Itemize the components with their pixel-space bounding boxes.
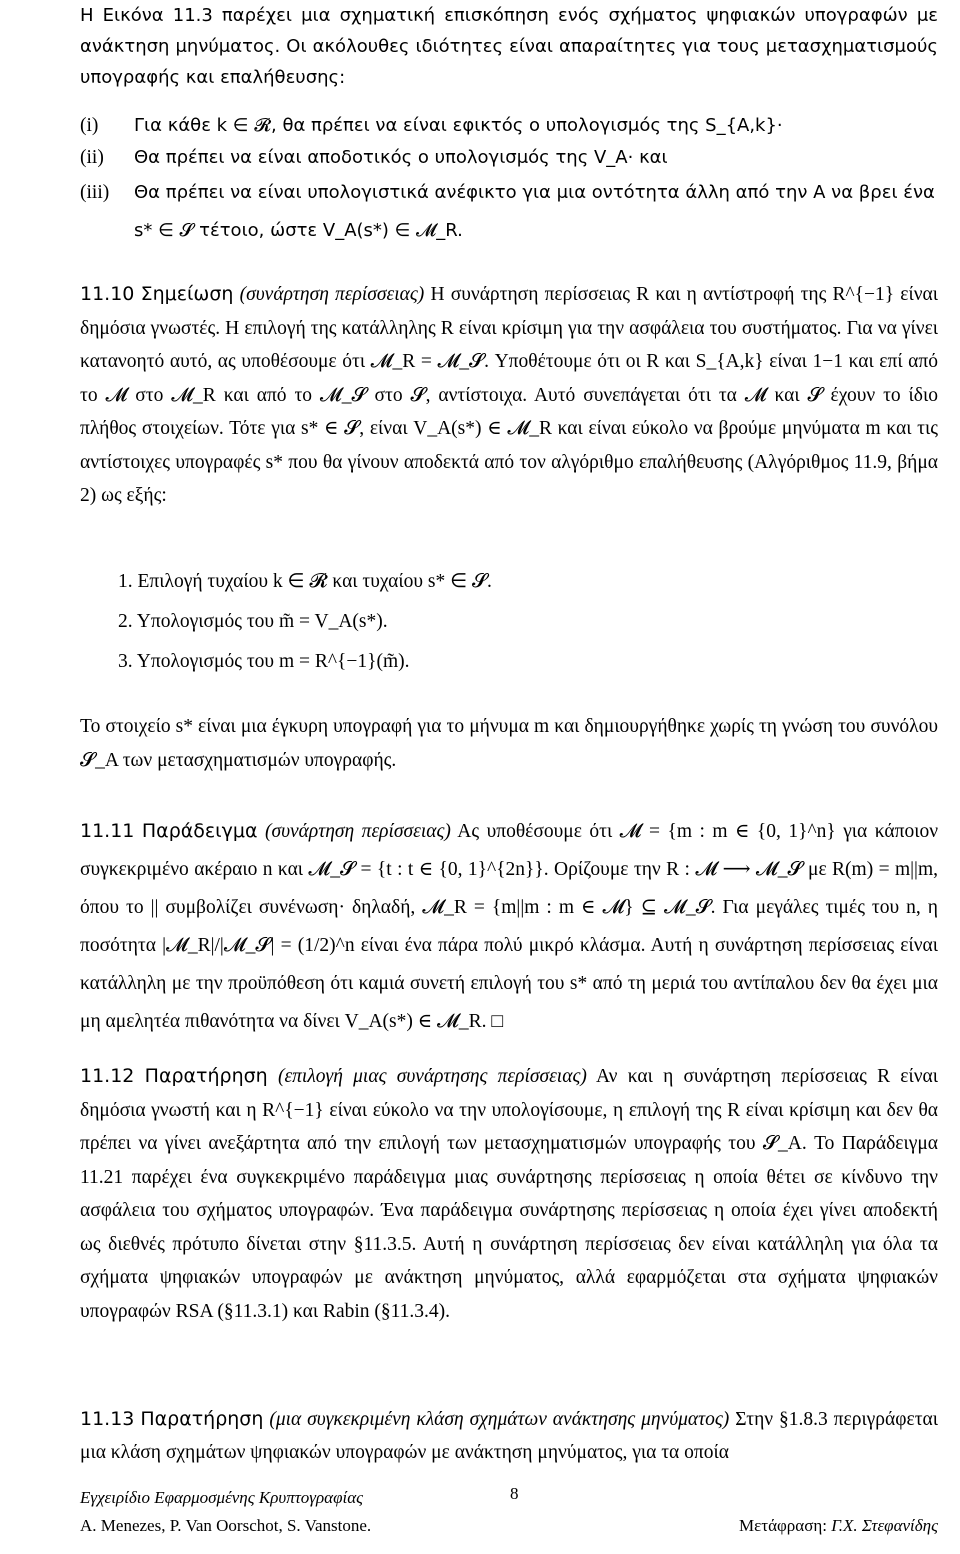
property-text: Θα πρέπει να είναι υπολογιστικά ανέφικτο για μια οντότητα άλλη από την A να βρει ένα s* ∈ 𝓢 τέτοιο, ώστε V_A(s*) ∈ 𝓜_R. [134,182,935,241]
footer-translation [739,1516,938,1536]
intro-text: Η Εικόνα 11.3 παρέχει μια σχηματική επισκόπηση ενός σχήματος ψηφιακών υπογραφών με ανάκτηση μηνύματος. Οι ακόλουθες ιδιότητες είναι απαραίτητες για τους μετασχηματισμούς υπογραφής και επαλήθευσης: [80,5,938,88]
section-11-12-body [80,1060,938,1328]
section-11-13-body [80,1403,938,1469]
step-item: 3. Υπολογισμός του m = R^{−1}(m̃). [118,651,410,672]
property-number: (i) [80,115,99,136]
section-number: 11.12 [80,1065,135,1087]
section-subtitle: (μια συγκεκριμένη κλάση σχημάτων ανάκτησης μηνύματος) [269,1409,730,1430]
section-subtitle: (συνάρτηση περίσσειας) [239,284,425,305]
property-text: Θα πρέπει να είναι αποδοτικός ο υπολογισμός της V_A· και [134,147,668,168]
footer-authors: A. Menezes, P. Van Oorschot, S. Vanstone. [80,1516,372,1535]
property-item [80,174,938,250]
section-number: 11.13 [80,1408,135,1430]
section-11-13 [80,1403,938,1469]
section-11-11-body [80,812,938,1041]
section-number: 11.10 [80,283,135,305]
section-title: Παρατήρηση [144,1065,268,1087]
footer-book-title: Εγχειρίδιο Εφαρμοσμένης Κρυπτογραφίας [80,1488,364,1507]
footer-page-number: 8 [510,1484,519,1503]
section-text: Ας υποθέσουμε ότι 𝓜 = {m : m ∈ {0, 1}^n} για κάποιον συγκεκριμένο ακέραιο n και 𝓜_𝓢 = {t : t ∈ {0, 1}^{2n}}. Ορίζουμε την R : 𝓜 ⟶ 𝓜_𝓢 με R(m) = m||m, όπου το || συμβολίζει συνένωση· δηλαδή, 𝓜_R = {m||m : m ∈ 𝓜} ⊆ 𝓜_𝓢. Για μεγάλες τιμές του n, η ποσότητα |𝓜_R|/|𝓜_𝓢| = (1/2)^n είναι ένα πάρα πολύ μικρό κλάσμα. Αυτή η συνάρτηση περίσσειας είναι κατάλληλη με την προϋπόθεση ότι καμιά συνετή επιλογή του s* από τη μεριά του αντίπαλου δεν θα έχει μια μη αμελητέα πιθανότητα να δίνει V_A(s*) ∈ 𝓜_R. [80,821,939,1032]
property-text: Για κάθε k ∈ 𝓡, θα πρέπει να είναι εφικτός ο υπολογισμός της S_{A,k}· [134,115,783,136]
section-text: Το στοιχείο s* είναι μια έγκυρη υπογραφή για το μήνυμα m και δημιουργήθηκε χωρίς τη γνώση του συνόλου 𝓢_A των μετασχηματισμών υπογραφής. [80,716,938,771]
section-title: Παρατήρηση [140,1408,264,1430]
property-number: (ii) [80,147,104,168]
section-subtitle: (συνάρτηση περίσσειας) [264,821,451,842]
section-number: 11.11 [80,820,135,842]
section-11-12 [80,1060,938,1328]
properties-list [80,110,938,250]
section-11-11 [80,812,938,1041]
section-subtitle: (επιλογή μιας συνάρτησης περίσσειας) [277,1066,587,1087]
section-11-10-conclusion [80,710,938,778]
page-footer [80,1484,938,1548]
section-text: Αν και η συνάρτηση περίσσειας R είναι δημόσια γνωστή και η R^{−1} είναι εύκολο να την υπολογίσουμε, η επιλογή της R είναι κρίσιμη και δεν θα πρέπει να γίνει ανεξάρτητα από την επιλογή των μετασχηματισμών υπογραφής του 𝓢_A. Το Παράδειγμα 11.21 παρέχει ένα συγκεκριμένο παράδειγμα μιας συνάρτησης περίσσειας η οποία θέτει σε κίνδυνο την ασφάλεια του σχήματος υπογραφών. Ένα παράδειγμα συνάρτησης περίσσειας η οποία έχει γίνει αποδεκτή ως διεθνές πρότυπο δίνεται στην §11.3.5. Αυτή η συνάρτηση περίσσειας δεν είναι κατάλληλη για όλα τα σχήματα ψηφιακών υπογραφών με ανάκτηση μηνύματος, αλλά εφαρμόζεται στα σχήματα ψηφιακών υπογραφών RSA (§11.3.1) και Rabin (§11.3.4). [80,1066,939,1322]
footer-translation-label: Μετάφραση: [739,1516,827,1535]
property-item [80,142,938,174]
footer-translator: Γ.Χ. Στεφανίδης [831,1516,938,1535]
section-text: Η συνάρτηση περίσσειας R και η αντίστροφή της R^{−1} είναι δημόσια γνωστές. Η επιλογή της κατάλληλης R είναι κρίσιμη για την ασφάλεια του συστήματος. Για να γίνει κατανοητό αυτό, ας υποθέσουμε ότι 𝓜_R = 𝓜_𝓢. Υποθέτουμε ότι οι R και S_{A,k} είναι 1−1 και επί από το 𝓜 στο 𝓜_R και από το 𝓜_𝓢 στο 𝓢, αντίστοιχα. Αυτό συνεπάγεται ότι τα 𝓜 και 𝓢 έχουν το ίδιο πλήθος στοιχείων. Τότε για s* ∈ 𝓢, είναι V_A(s*) ∈ 𝓜_R και είναι εύκολο να βρούμε μηνύματα m και τις αντίστοιχες υπογραφές s* που θα γίνουν αποδεκτά από τον αλγόριθμο επαλήθευσης (Αλγόριθμος 11.9, βήμα 2) ως εξής: [80,284,939,506]
section-text: Στην §1.8.3 περιγράφεται μια κλάση σχημάτων ψηφιακών υπογραφών με ανάκτηση μηνύματος, για τα οποία [80,1409,938,1463]
end-of-example-mark: □ [491,1011,504,1032]
property-number: (iii) [80,182,110,203]
step-item: 2. Υπολογισμός του m̃ = V_A(s*). [118,611,388,632]
section-title: Παράδειγμα [141,820,258,842]
section-11-10 [80,278,938,513]
property-item [80,110,938,142]
steps-list [118,562,898,682]
section-11-10-body [80,278,938,513]
section-title: Σημείωση [140,283,234,305]
intro-paragraph [80,0,938,93]
step-item: 1. Επιλογή τυχαίου k ∈ 𝓡 και τυχαίου s* ∈ 𝓢. [118,571,492,592]
